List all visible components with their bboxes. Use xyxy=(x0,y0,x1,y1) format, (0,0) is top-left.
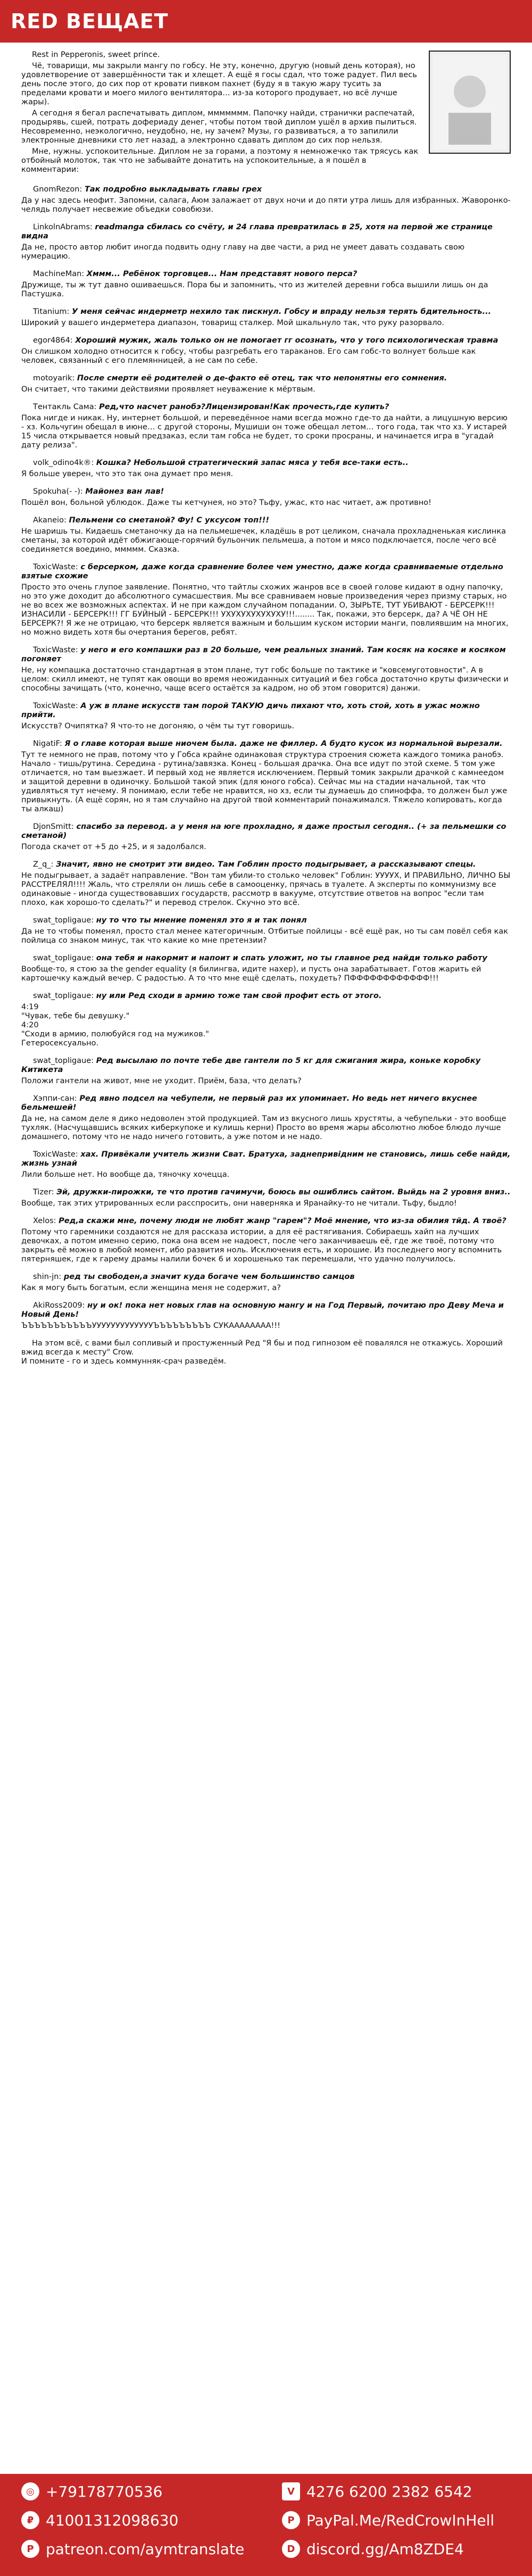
comment-reply: Я больше уверен, что это так она думает про меня. xyxy=(21,470,234,478)
comment-author: GnomRezon: xyxy=(33,185,82,194)
comment-author: ToxicWaste: xyxy=(33,702,78,710)
wallet-icon: ₽ xyxy=(21,2511,39,2529)
comment-quote: спасибо за перевод. а у меня на юге прохладно, я даже простыл сегодня.. (+ за пельмешки со сметаной) xyxy=(21,822,506,840)
comment-header xyxy=(21,954,511,963)
comment-quote: Кошка? Небольшой стратегический запас мяса у тебя все-таки есть.. xyxy=(96,459,409,467)
comment-header xyxy=(21,702,511,720)
comment-item xyxy=(21,308,511,328)
visa-icon: V xyxy=(282,2482,300,2500)
comment-reply: 4:19 "Чувак, тебе бы девушку." 4:20 "Сходи в армию, полюбуйся год на мужиков." Гетеросексуально. xyxy=(21,1003,209,1048)
comment-header xyxy=(21,822,511,841)
comment-item xyxy=(21,916,511,945)
comment-quote: Пельмени со сметаной? Фу! С уксусом топ!!! xyxy=(69,516,269,525)
outro-text: На этом всё, с вами был сопливый и простуженный Ред "Я бы и под гипнозом её повалялся не откажусь. Хороший вжид всегда к месту" Crow. И помните - го и здесь коммунняк-срач разведём. xyxy=(21,1339,503,1366)
comment-author: ToxicWaste: xyxy=(33,563,78,571)
brand-logo xyxy=(11,10,169,33)
comment-quote: Ред,а скажи мне, почему люди не любят жанр "гарем"? Моё мнение, что из-за обилия тйд. А твоё? xyxy=(59,1217,506,1225)
patreon-icon: P xyxy=(21,2540,39,2558)
comment-reply: Тут те немного не прав, потому что у Гобса крайне одинаковая структура строения сюжета каждого томика ранобэ. Начало - тишь/рутина. Середина - рутина/завязка. Конец - большая драчка. Она все идут по этой схеме. 5 том уже отличается, но там выезжает. И первый ход не является исключением. Первый томик закрыли драчкой с камнеедом и защитой деревни в одиночку. Большой такой эпик (для юного гобса). Сейчас мы на стадии начальной, так что удивляться тут нечему. Я понимаю, если тебе не нравится, но хз, если ты думаешь до спиноффа, то должен был уже привыкнуть. (А ещё сорян, но я там случайно на другой твой комментарий понажимался. Тяжело копировать, когда ты алкаш) xyxy=(21,751,508,813)
comment-author: LinkolnAbrams: xyxy=(33,223,93,231)
comment-header xyxy=(21,270,511,279)
comment-item xyxy=(21,1217,511,1264)
comment-quote: Хммм... Ребёнок торговцев... Нам представят нового перса? xyxy=(86,270,358,278)
intro-p3: А сегодня я бегал распечатывать диплом, ммммммм. Папочку найди, странички распечатай, продырявь, сшей, потрать дофериаду денег, чтобы потом твой диплом ушёл в архив пылиться. Несовременно, неэкологично, неудобно, не, ну зачем? Музы, го развиваться, а то запилили электронные дневники сто лет назад, а электронно сдавать диплом до сих пор нельзя. xyxy=(21,109,417,145)
manga-panel-icon xyxy=(433,54,507,150)
comment-item xyxy=(21,739,511,814)
comment-quote: У меня сейчас индерметр нехило так пискнул. Гобсу и впраду нельзя терять бдительность... xyxy=(72,308,492,316)
comment-quote: с берсерком, даже когда сравнение более чем уместно, даже когда сравниваемые отдельно взятые схожие xyxy=(21,563,503,580)
comment-quote: Так подробно выкладывать главы грех xyxy=(84,185,262,194)
brand-red: RED xyxy=(11,10,59,33)
comment-header xyxy=(21,916,511,925)
comment-reply: Да не то чтобы поменял, просто стал менее категоричным. Отбитые пойлицы - всё ещё рак, но ты сам повёл себя как пойлица со знаком минус, так что какие ко мне претензии? xyxy=(21,927,508,945)
comment-item xyxy=(21,992,511,1048)
comment-reply: Он считает, что такими действиями проявляет неуважение к мёртвым. xyxy=(21,385,315,394)
comment-reply: Положи гантели на живот, мне не уходит. Приём, база, что делать? xyxy=(21,1077,302,1085)
comment-quote: Эй, дружки-пирожки, те что против гачимучи, боюсь вы ошиблись сайтом. Выйдь на 2 уровня вниз.. xyxy=(56,1188,511,1196)
comment-item xyxy=(21,185,511,214)
comment-header xyxy=(21,487,511,496)
comment-header xyxy=(21,1188,511,1197)
comment-item xyxy=(21,1094,511,1142)
comment-author: Z_q_: xyxy=(33,860,54,869)
comment-header xyxy=(21,860,511,869)
comment-item xyxy=(21,860,511,908)
comment-item xyxy=(21,336,511,365)
comment-reply: ЪЪЪЪЪЪЪЪЪЪЪУУУУУУУУУУУУУЪЪЪЪЪЪЪЪЪ СУКАААААААА!!! xyxy=(21,1322,280,1330)
comment-item xyxy=(21,270,511,299)
comment-reply: Не шаришь ты. Кидаешь сметаночку да на пельмешечек, кладёшь в рот целиком, сначала прохладненькая кислинка сметаны, за которой идёт обжигающе-горячий бульончик пельмеша, а потом и мясо подключается, после чего всё соединяется воедино, ммммм. Сказка. xyxy=(21,527,506,554)
comment-author: swat_topligaue: xyxy=(33,992,94,1000)
intro-p4: Мне, нужны. успокоительные. Диплом не за горами, а поэтому я немножечко так трясусь как отбойный молоток, так что не забывайте донатить на успокоительные, а я пошёл в комментарии: xyxy=(21,147,419,174)
comment-author: AkiRoss2009: xyxy=(33,1301,85,1310)
comment-author: NigatiF: xyxy=(33,739,62,748)
comment-quote: она тебя и накормит и напоит и спать уложит, но ты главное ред найди только работу xyxy=(96,954,487,962)
comment-reply: Не подыгрывает, а задаёт направление. "Вон там убили-то столько человек" Гоблин: УУУУХ, И ПРАВИЛЬНО, ЛИЧНО БЫ РАССТРЕЛЯЛ!!!! Жаль, что стреляли он лишь себе в самооценку, прячась в туалете. А эксперты по коммунизму все одинаковые - иногда существовавших государств, рассмотр в вакууме, отсутствие ответов на вопрос "если там плохо, как хорошо-то сделать?" и перевод стрелок. Скучно это всё. xyxy=(21,871,511,907)
comment-reply: Вообще-то, я стою за the gender equality (я билингва, идите нахер), и пусть она зарабатывает. Готов жарить ей картошечку каждый вечер. С радостью. А то что мне ещё сделать, похудеть? ПФФФФФФФФФФФФ!!! xyxy=(21,965,481,983)
comment-quote: Ред высылаю по почте тебе две гантели по 5 кг для сжигания жира, коньке коробку Китикета xyxy=(21,1057,481,1074)
comment-header xyxy=(21,1301,511,1319)
comment-quote: Значит, явно не смотрит эти видео. Там Гоблин просто подыгрывает, а рассказывают спецы. xyxy=(56,860,476,869)
comment-header xyxy=(21,1273,511,1282)
comment-quote: ред ты свободен,а значит куда богаче чем большинство самцов xyxy=(63,1273,355,1281)
comment-item xyxy=(21,1057,511,1086)
comment-item xyxy=(21,702,511,731)
post-content xyxy=(21,51,511,2466)
comment-header xyxy=(21,308,511,317)
paypal-icon: P xyxy=(282,2511,300,2529)
comment-author: Хэппи-сан: xyxy=(33,1094,77,1103)
visa-row xyxy=(282,2482,472,2500)
comment-author: DjonSmitt: xyxy=(33,822,74,831)
page-footer xyxy=(0,2474,532,2576)
comment-header xyxy=(21,459,511,468)
comment-reply: Да не, на самом деле я дико недоволен этой продукцией. Там из вкусного лишь хрустяты, а чебупельки - это вообще тухляк. (Насчущавшись всяких киберкупоке и кулишь керни) Просто во время жары абсолютно любое блюдо лучше домашнего, потому что не надо ничего готовить, а уже потом и не надо. xyxy=(21,1115,506,1141)
comment-reply: Потому что гаремники создаются не для рассказа истории, а для её растягивания. Собираешь хайп на лучших девочках, а потом именно серию, пока она всем не надоест, после чего заканчиваешь её, где же твоё, потому что закрыть её можно в любой момент, ибо развития ноль. Исключения есть, и хорошие. Из последнего могу вспомнить пятерняшек, где к гарему драмы налили бочек 6 и хорошенько так перемешали, что удачно получилось. xyxy=(21,1228,502,1264)
page-header xyxy=(0,0,532,43)
comment-reply: Погода скачет от +5 до +25, и я задолбался. xyxy=(21,843,206,851)
comment-item xyxy=(21,822,511,852)
comment-reply: Лили больше нет. Но вообще да, тяночку хочецца. xyxy=(21,1170,230,1179)
comment-quote: Майонез ван лав! xyxy=(85,487,164,496)
comment-header xyxy=(21,403,511,412)
comment-author: ToxicWaste: xyxy=(33,1150,78,1159)
comment-quote: ну то что ты мнение поменял это я и так понял xyxy=(96,916,307,925)
comment-author: ToxicWaste: xyxy=(33,646,78,654)
comment-author: motoyarik: xyxy=(33,374,75,383)
comment-reply: Он слишком холодно относится к гобсу, чтобы разгребать его тараканов. Его сам гобс-то волнует больше как человек, связанный с его племянницей, а не сам по себе. xyxy=(21,347,476,365)
comment-quote: Хороший мужик, жаль только он не помогает гг осознать, что у того психологическая травма xyxy=(75,336,498,345)
visa-number[interactable]: 4276 6200 2382 6542 xyxy=(306,2482,472,2500)
card-number[interactable]: 41001312098630 xyxy=(46,2511,179,2529)
comment-header xyxy=(21,1217,511,1226)
comment-item xyxy=(21,1188,511,1208)
comment-header xyxy=(21,1094,511,1112)
comment-reply: Просто это очень глупое заявление. Понятно, что тайтлы схожих жанров все в своей голове кидают в одну папочку, но это уже доходит до абсолютного сумасшествия. Мы все сравниваем новые произведения через призму старых, но не во всех же возможных аспектах. И не при каждом случайном попадании. О, ЗЫРЬТЕ, ТУТ УБИВАЮТ - БЕРСЕРК!!! ИЗНАСИЛИ - БЕРСЕРК!!! ГГ БУЙНЫЙ - БЕРСЕРК!!! УХУХУХУХУХУХУ!!!........ Так, покажи, это берсерк, да? А ЧЁ ОН НЕ БЕРСЕРК?! Я же не отрицаю, что берсерк является важным и большим куском истории манги, повлиявшим на многих, но можно видеть хотя бы очертания берегов, ребят. xyxy=(21,583,509,637)
comment-item xyxy=(21,563,511,637)
comment-author: Тентакль Сама: xyxy=(33,403,97,411)
comment-reply: Да не, просто автор любит иногда подвить одну главу на две части, а рид не умеет давать создавать свою нумерацию. xyxy=(21,243,465,261)
comment-author: Akaneio: xyxy=(33,516,66,525)
comment-quote: хах. Привёкали учитель жизни Сват. Братуха, заднепривідним не становись, лишь себе найди, жизнь узнай xyxy=(21,1150,511,1168)
intro-p2: Чё, товарищи, мы закрыли мангу по гобсу. Не эту, конечно, другую (новый день которая), но удовлетворение от завершённости так и хлещет. А ещё я госы сдал, что тоже радует. Пил весь день после этого, до сих пор от кровати пивком пахнет (буду я в такую жару тусить за пределами кровати и моего милого вентилятора… из-за которого продувает, но всё лучше жары). xyxy=(21,62,417,106)
qiwi-icon: ◎ xyxy=(21,2482,39,2500)
discord-link[interactable]: discord.gg/Am8ZDE4 xyxy=(306,2540,464,2558)
comment-item xyxy=(21,403,511,450)
patreon-row xyxy=(21,2540,244,2558)
comment-author: volk_odino4k®: xyxy=(33,459,94,467)
comment-header xyxy=(21,739,511,749)
comment-header xyxy=(21,1150,511,1168)
discord-row xyxy=(282,2540,464,2558)
comments-section xyxy=(21,185,511,1331)
comment-quote: Ред,что насчет ранобэ?Лицензирован!Как прочесть,где купить? xyxy=(99,403,389,411)
patreon-link[interactable]: patreon.com/aymtranslate xyxy=(46,2540,245,2558)
comment-item xyxy=(21,516,511,554)
comment-author: Spokuha(- -): xyxy=(33,487,83,496)
comment-reply: Не, ну компашка достаточно стандартная в этом плане, тут гобс больше по тактике и "ковсемуготовности". А в целом: скилл имеют, не тупят как овощи во время неожиданных ситуаций и без гобса достаточно круты физически и способны зачищать (что, конечно, чаще всего остаётся за кадром, но об этом говорится) данжи. xyxy=(21,666,509,693)
comment-header xyxy=(21,185,511,194)
comment-header xyxy=(21,336,511,345)
comment-quote: Я о главе которая выше ниочем была. даже не филлер. А будто кусок из нормальной вырезали. xyxy=(64,739,503,748)
qiwi-row xyxy=(21,2482,162,2500)
comment-author: swat_topligaue: xyxy=(33,916,94,925)
comment-quote: А уж в плане искусств там порой ТАКУЮ дичь пихают что, хоть стой, хоть в ужас можно прийти. xyxy=(21,702,480,719)
comment-reply: Искусств? Очипятка? Я что-то не догоняю, о чём ты тут говоришь. xyxy=(21,722,295,730)
comment-quote: После смерти её родителей о де-факто её отец, так что непонятны его сомнения. xyxy=(77,374,447,383)
paypal-row xyxy=(282,2511,494,2529)
comment-author: swat_topligaue: xyxy=(33,1057,94,1065)
comment-item xyxy=(21,459,511,479)
brand-rest: ВЕЩАЕТ xyxy=(66,10,169,33)
comment-header xyxy=(21,374,511,383)
qiwi-number[interactable]: +79178770536 xyxy=(46,2482,163,2500)
comment-header xyxy=(21,1057,511,1075)
comment-reply: Пока нигде и никак. Ну, интернет большой, и переведённое нами всегда можно где-то да найти, а лицушную версию - хз. Кольчугин обещал в июне… с другой стороны, Мушиши он тоже обещал летом… того года, так что хз. У истарей 15 числа открывается новый предзаказ, если там гобса не будет, то сроки просраны, и начинается игра в "угадай дату релиза". xyxy=(21,414,508,450)
comment-author: egor4864: xyxy=(33,336,73,345)
card-row xyxy=(21,2511,178,2529)
comment-item xyxy=(21,646,511,693)
comment-author: swat_topligaue: xyxy=(33,954,94,962)
comment-reply: Широкий у вашего индерметера диапазон, товарищ сталкер. Мой шкальнуло так, что руку разорвало. xyxy=(21,319,444,327)
comment-item xyxy=(21,223,511,261)
comment-quote: readmanga сбилась со счёту, и 24 глава превратилась в 25, хотя на первой же странице видна xyxy=(21,223,493,240)
comment-item xyxy=(21,954,511,983)
comment-quote: Ред явно подсел на чебупели, не первый раз их упоминает. Но ведь нет ничего вкуснее бельмешей! xyxy=(21,1094,477,1112)
comment-quote: у него и его компашки раз в 20 больше, чем реальных знаний. Там косяк на косяке и косяком погоняет xyxy=(21,646,506,663)
comment-quote: ну и ок! пока нет новых глав на основную мангу и на Год Первый, почитаю про Деву Меча и Новый День! xyxy=(21,1301,504,1319)
comment-reply: Как я могу быть богатым, если женщина меня не содержит, а? xyxy=(21,1284,281,1292)
manga-thumbnail xyxy=(429,51,511,154)
comment-author: Xelos: xyxy=(33,1217,56,1225)
paypal-link[interactable]: PayPal.Me/RedCrowInHell xyxy=(306,2511,495,2529)
comment-quote: ну или Ред сходи в армию тоже там свой профит есть от этого. xyxy=(96,992,382,1000)
comment-header xyxy=(21,992,511,1001)
comment-header xyxy=(21,516,511,525)
comment-header xyxy=(21,563,511,581)
discord-icon: D xyxy=(282,2540,300,2558)
comment-reply: Пошёл вон, больной ублюдок. Даже ты кетчунея, но это? Тьфу, ужас, кто нас читает, аж противно! xyxy=(21,498,431,507)
comment-author: MachineMan: xyxy=(33,270,85,278)
comment-author: shin-jn: xyxy=(33,1273,62,1281)
intro-p1: Rest in Pepperonis, sweet prince. xyxy=(32,51,160,59)
comment-item xyxy=(21,487,511,508)
comment-item xyxy=(21,374,511,394)
comment-item xyxy=(21,1150,511,1179)
comment-header xyxy=(21,223,511,241)
comment-author: Titanium: xyxy=(33,308,70,316)
comment-reply: Дружище, ты ж тут давно ошиваешься. Пора бы и запомнить, что из жителей деревни гобса вышили лишь он да Пастушка. xyxy=(21,281,488,298)
comment-item xyxy=(21,1301,511,1331)
comment-author: Tizer: xyxy=(33,1188,54,1196)
comment-reply: Да у нас здесь неофит. Запомни, салага, Аюм залажает от двух ночи и до пяти утра лишь для избранных. Жаворонко-челядь получает несвежие объедки совобюзи. xyxy=(21,196,511,214)
comment-header xyxy=(21,646,511,664)
comment-reply: Вообще, так этих утрированных если расспросить, они наверняка и Яранайку-то не читали. Тьфу, быдло! xyxy=(21,1199,457,1208)
comment-item xyxy=(21,1273,511,1293)
